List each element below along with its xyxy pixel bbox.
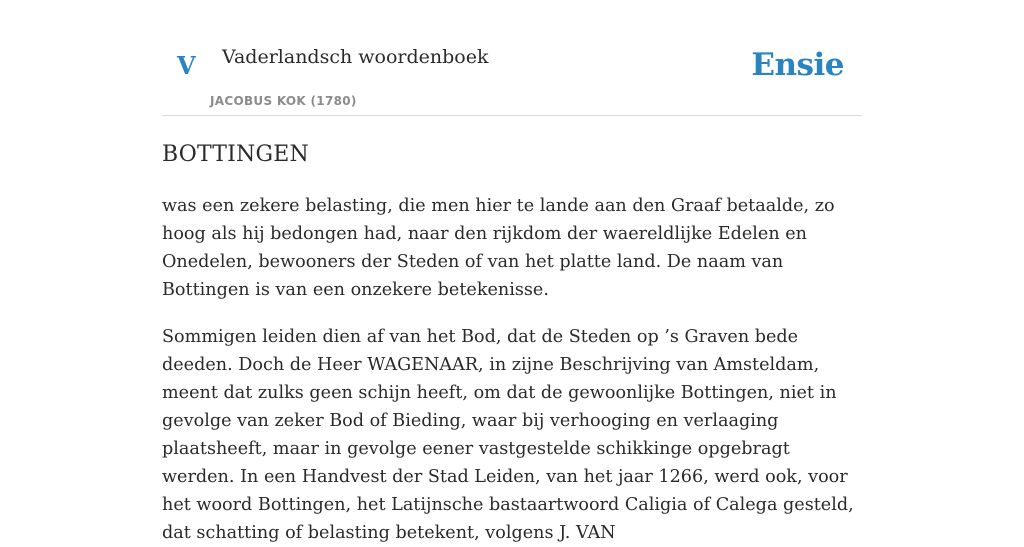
page bbox=[162, 0, 862, 544]
book-letter-badge[interactable]: V bbox=[177, 51, 196, 80]
entry-title: BOTTINGEN bbox=[162, 142, 309, 167]
entry-paragraph-1: was een zekere belasting, die men hier te lande aan den Graaf betaalde, zo hoog als hij bedongen had, naar den rijkdom der waereldlijke Edelen en Onedelen, bewooners der Steden of van het platte land. De naam van Bottingen is van een onzekere betekenisse. bbox=[162, 196, 835, 301]
header bbox=[162, 0, 862, 116]
entry-paragraph-2: Sommigen leiden dien af van het Bod, dat de Steden op ’s Graven bede deeden. Doch de Heer WAGENAAR, in zijne Beschrijving van Amsteldam, meent dat zulks geen schijn heeft, om dat de gewoonlijke Bottingen, niet in gevolge van zeker Bod of Bieding, waar bij verhooging en verlaaging plaatsheeft, maar in gevolge eener vastgestelde schikkinge opgebragt werden. In een Handvest der Stad Leiden, van het jaar 1266, werd ook, voor het woord Bottingen, het Latijnsche bastaartwoord Caligia of Calega gesteld, dat schatting of belasting betekent, volgens J. VAN bbox=[162, 327, 854, 544]
book-title-link[interactable]: Vaderlandsch woordenboek bbox=[222, 46, 489, 68]
ensie-logo-link[interactable]: Ensie bbox=[751, 47, 844, 83]
book-author: JACOBUS KOK (1780) bbox=[210, 94, 357, 108]
entry-body bbox=[162, 192, 862, 547]
